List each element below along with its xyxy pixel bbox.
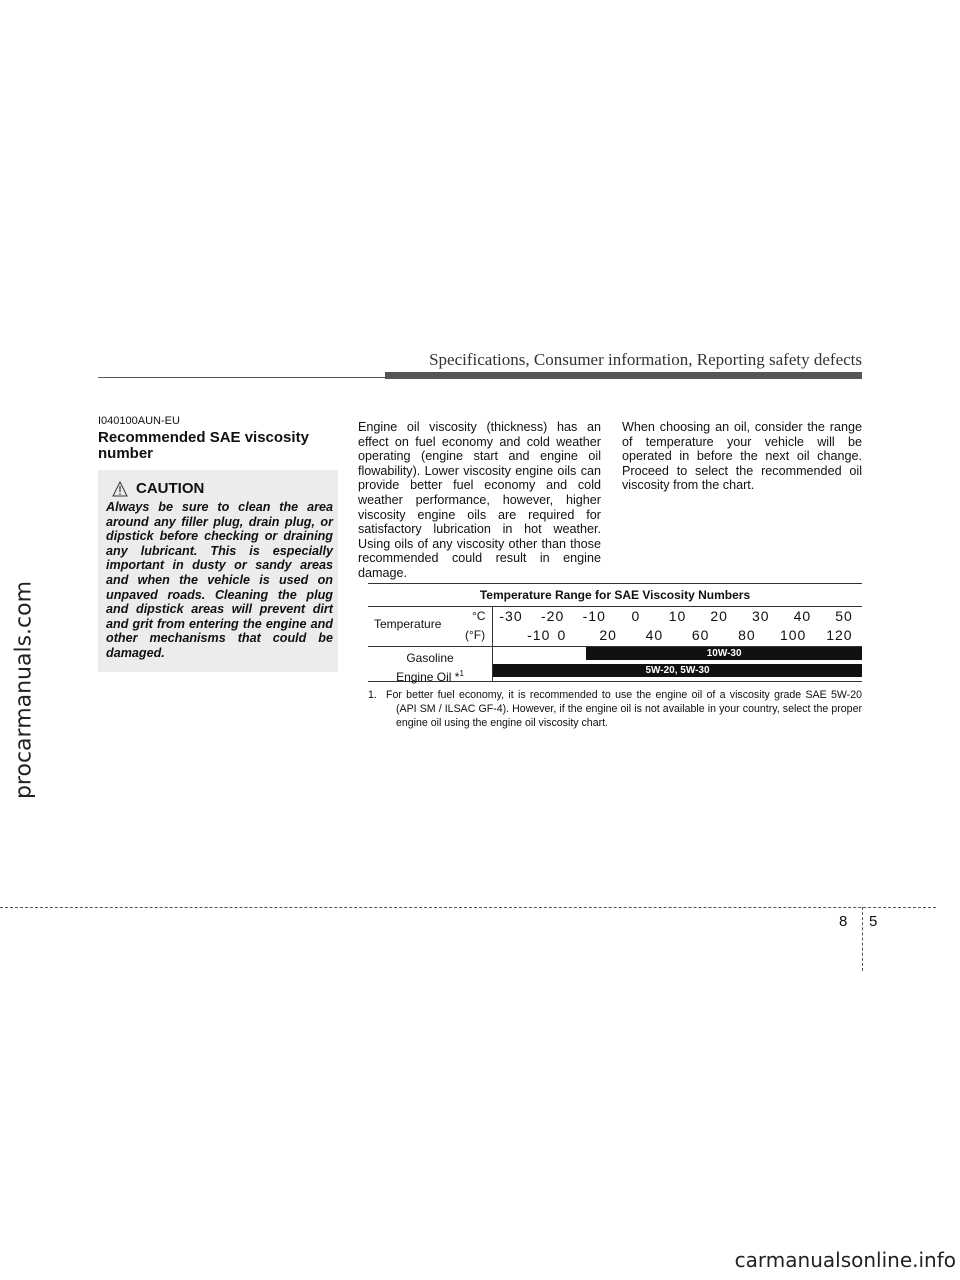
celsius-tick: -10 xyxy=(582,608,606,624)
fahrenheit-tick: -10 xyxy=(527,627,551,643)
celsius-tick: -20 xyxy=(541,608,565,624)
fahrenheit-scale xyxy=(493,627,862,645)
side-watermark xyxy=(4,540,44,840)
fahrenheit-tick: 20 xyxy=(599,627,617,643)
fahrenheit-tick: 120 xyxy=(826,627,853,643)
temperature-label: Temperature xyxy=(374,617,442,631)
footnote xyxy=(368,688,862,730)
oil-grade-bar: 5W-20, 5W-30 xyxy=(493,664,862,677)
footer-page-divider xyxy=(862,907,863,971)
fahrenheit-tick: 80 xyxy=(738,627,756,643)
caution-box xyxy=(98,470,338,672)
celsius-tick: 20 xyxy=(710,608,728,624)
page-number: 5 xyxy=(869,913,878,930)
footnote-number: 1. xyxy=(368,689,377,701)
section-heading: Recommended SAE viscosity number xyxy=(98,429,309,462)
viscosity-table xyxy=(368,583,862,682)
viscosity-table-title: Temperature Range for SAE Viscosity Numbers xyxy=(368,584,862,607)
chapter-number: 8 xyxy=(839,913,848,930)
celsius-tick: 10 xyxy=(668,608,687,624)
caution-title: CAUTION xyxy=(136,480,205,497)
celsius-tick: 0 xyxy=(631,608,641,624)
fahrenheit-unit: (°F) xyxy=(465,628,486,642)
engine-oil-label xyxy=(374,651,486,685)
celsius-tick: 30 xyxy=(751,608,770,624)
header-rule-bar xyxy=(385,372,862,379)
fahrenheit-tick: 100 xyxy=(779,627,807,643)
engine-oil-label-line1: Gasoline xyxy=(406,651,454,665)
section-code: I040100AUN-EU xyxy=(98,415,180,427)
fahrenheit-tick: 40 xyxy=(645,627,664,643)
celsius-tick: 40 xyxy=(793,608,812,624)
celsius-tick: -30 xyxy=(499,608,523,624)
fahrenheit-tick: 60 xyxy=(691,627,710,643)
fahrenheit-tick: 0 xyxy=(557,627,567,643)
bottom-watermark: carmanualsonline.info xyxy=(734,1248,956,1272)
celsius-unit: °C xyxy=(472,609,486,623)
engine-oil-label-line2 xyxy=(374,666,486,685)
body-column-1: Engine oil viscosity (thickness) has an effect on fuel economy and cold weather operating (engine start and engine oil flowability). Lower viscosity engine oils can provide better fuel economy and cold weather performance, however, higher viscosity engine oils are required for satisfactory lubrication in hot weather. Using oils of any viscosity other than those recommended could result in engine damage. xyxy=(358,420,601,580)
body-column-2: When choosing an oil, consider the range of temperature your vehicle will be operated in before the next oil change. Proceed to select the recommended oil viscosity from the chart. xyxy=(622,420,862,493)
footer-rule xyxy=(0,907,936,908)
footnote-text: For better fuel economy, it is recommended to use the engine oil of a viscosity grade SAE 5W-20 (API SM / ILSAC GF-4). However, if the engine oil is not available in your country, select the proper engine oil using the engine oil viscosity chart. xyxy=(386,689,862,729)
warning-triangle-icon xyxy=(112,481,128,497)
caution-text: Always be sure to clean the area around any filler plug, drain plug, or dipstick before checking or draining any lubricant. This is especially important in dusty or sandy areas and when the vehicle is used on unpaved roads. Cleaning the plug and dipstick areas will prevent dirt and grit from entering the engine and other mechanisms that could be damaged. xyxy=(106,500,333,660)
oil-grade-bar: 10W-30 xyxy=(586,647,862,660)
section-header-title: Specifications, Consumer information, Reporting safety defects xyxy=(429,350,862,369)
side-watermark-text: procarmanuals.com xyxy=(11,580,37,800)
celsius-scale xyxy=(493,608,862,626)
footnote-marker: 1 xyxy=(459,669,464,678)
caution-header xyxy=(112,480,204,497)
celsius-tick: 50 xyxy=(835,608,853,624)
engine-oil-label-text: Engine Oil * xyxy=(396,670,460,684)
